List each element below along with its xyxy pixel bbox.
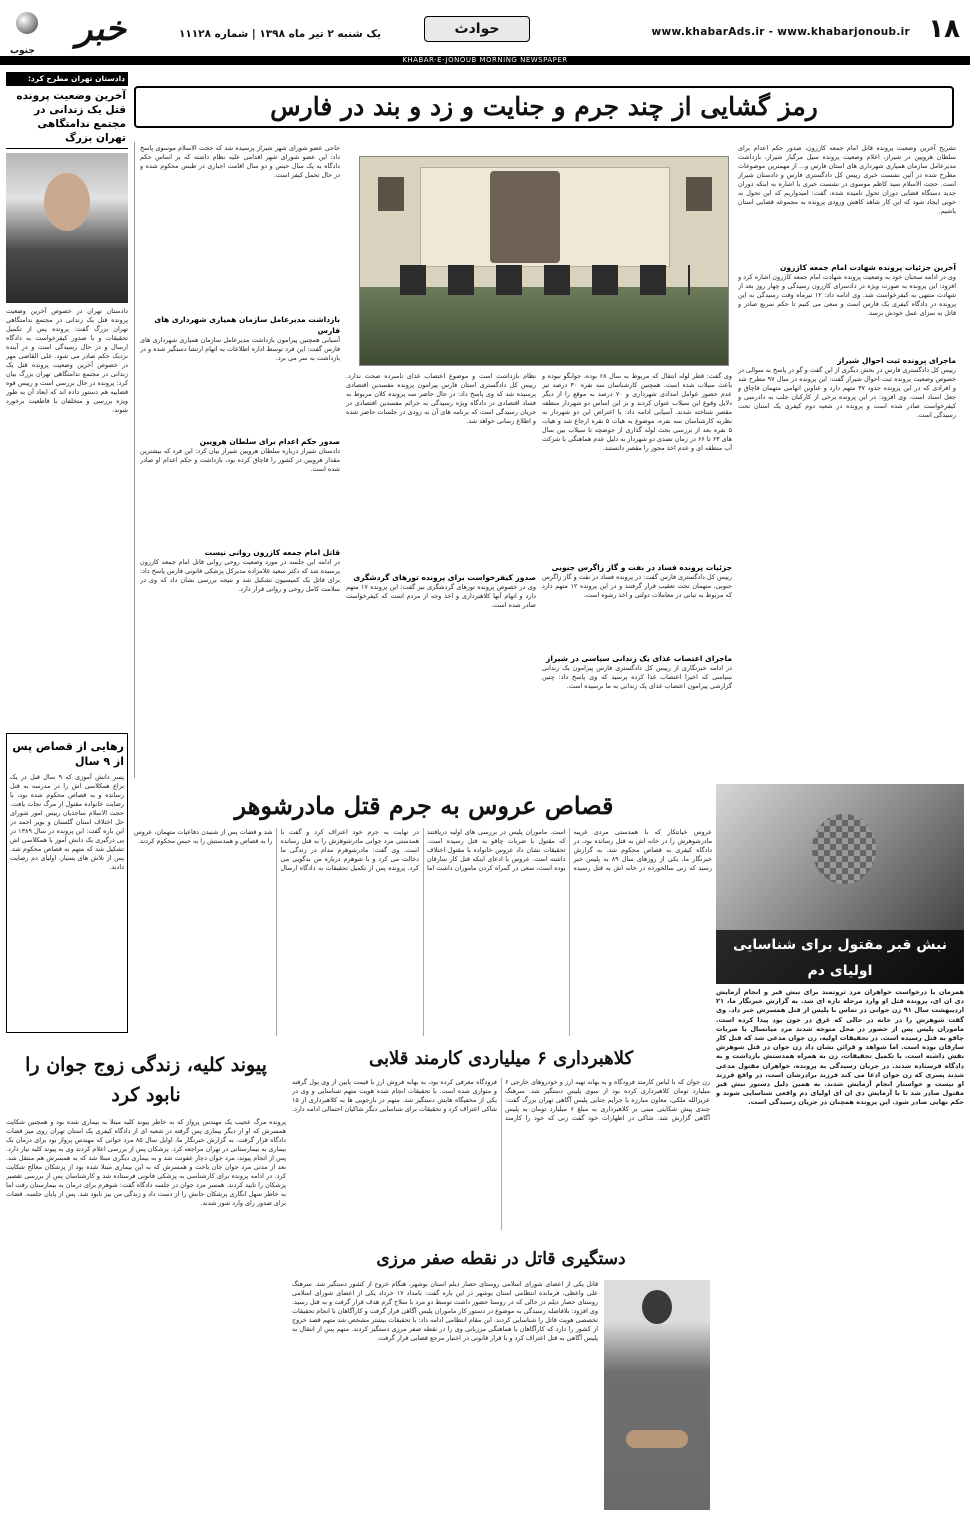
fraud-headline: کلاهبرداری ۶ میلیاردی کارمند قلابی	[368, 1048, 634, 1069]
arrested-arm-icon	[626, 1430, 688, 1448]
main-col4-text: حاجی عضو شورای شهر شیراز پرسیده شد که حجت الاسلام موسوی پاسخ داد: این عضو شورای شهر اقدامی علیه نظام داشته که بر اساس حکم دادگاه به یک سال حبس و دو سال اقامت اجباری در طبس محکوم شده و در حال تحمل کیفر است.	[140, 144, 340, 179]
main-col3-text2: وی در خصوص پرونده تورهای گردشگری نیز گفت: این پرونده ۱۷ متهم دارد و اتهام آنها کلاهبرداری و اخذ وجه از مردم است که کیفرخواست صادر شده است.	[346, 583, 536, 609]
logo-sub: جنوب	[10, 46, 35, 56]
portrait-head-icon	[44, 173, 90, 231]
second-headline: قصاص عروس به جرم قتل مادرشوهر	[234, 791, 614, 820]
left-portrait-icon	[378, 177, 404, 211]
veiled-woman-photo	[716, 784, 964, 984]
masthead	[0, 0, 970, 72]
logo-word: خبر	[75, 9, 126, 49]
left-column	[6, 72, 128, 1037]
main-headline: رمز گشایی از چند جرم و جنایت و زد و بند در فارس	[270, 92, 818, 121]
officials-row	[400, 265, 690, 295]
left-kicker: دادستان تهران مطرح کرد:	[6, 72, 128, 86]
main-story	[134, 72, 964, 780]
retribution-box	[6, 733, 128, 1033]
fraud-story	[292, 1044, 710, 1240]
logo-globe-icon	[16, 12, 38, 34]
main-col2-text2: رییس کل دادگستری فارس گفت: در پرونده فساد در نفت و گاز زاگرس جنوبی، متهمان تحت تعقیب قرار گرفتند و در این پرونده ۱۲ متهم دارد که مربوط به تبانی در معاملات دولتی و اخذ رشوه است.	[542, 573, 732, 599]
border-arrest-story	[292, 1244, 710, 1514]
left-headline: آخرین وضعیت پرونده قتل یک زندانی در مجتمع ندامتگاهی تهران بزرگ	[6, 86, 128, 149]
arrested-head-icon	[642, 1290, 672, 1324]
fraud-text: زن جوان که با لباس کارمند فرودگاه و به بهانه تهیه ارز و خودروهای خارجی ۶ میلیارد تومان کلاهبرداری کرده بود از سوی پلیس دستگیر شد. سرهنگ عزیزالله ملکی، معاون مبارزه با جرایم جنایی پلیس آگاهی تهران بزرگ گفت: چندی پیش شکایتی مبنی بر کلاهبرداری به مبلغ ۶ میلیارد تومان به پلیس آگاهی گزارش شد. شاکی در اظهارات خود گفت زنی که خود را کارمند فرودگاه معرفی کرده بود، به بهانه فروش ارز با قیمت پایین از وی پول گرفته و متواری شده است. با تحقیقات انجام شده هویت متهم شناسایی و وی در یکی از مخفیگاه هایش دستگیر شد. متهم در بازجویی ها به کلاهبرداری از ۱۵ شاکی اعتراف کرد و تحقیقات برای شناسایی دیگر شاکیان احتمالی ادامه دارد.	[292, 1078, 710, 1122]
main-col1-text3: رییس کل دادگستری فارس در بخش دیگری از این گفت و گو در پاسخ به سوالی در خصوص وضعیت پرونده ثبت احوال شیراز گفت: این پرونده در سال ۹۷ مطرح شد و افرادی که در این پرونده حدود ۳۷ متهم دارد و عناوین اتهامی متهمان قاچاق و جعل اسناد است. وی افزود: در این پرونده برخی از کارکنان جلب به دادرسی و کیفرخواست صادر شده است و پرونده در شعبه دوم کیفری یک استان تحت رسیدگی است.	[738, 366, 956, 419]
main-col4-text2: آسیابی همچنین پیرامون بازداشت مدیرعامل سازمان همیاری شهرداری های فارس گفت: این فرد توسط اداره اطلاعات به اتهام ارتشا دستگیر شده و در بازداشت به سر می برد.	[140, 336, 340, 362]
main-col-1	[738, 144, 956, 774]
main-col1-text: تشریح آخرین وضعیت پرونده قاتل امام جمعه کازرون، صدور حکم اعدام برای سلطان هرویین در شیراز، اعلام وضعیت پرونده سیل مرگبار شیراز، بازداشت مدیرعامل سازمان همیاری شهرداری های استان فارس و... از مهمترین موضوعات مطرح شده در آئین نشست خبری رییس کل دادگستری فارس و دادستان شیراز است. حجت الاسلام سید کاظم موسوی در نشست خبری با اشاره به اینکه دوران جدید دستگاه قضایی دوران تحول نامیده شده، گفت: امیدواریم که این تحول به خوبی ایجاد شود که این کار شاهد کاهش ورودی پرونده به مجموعه قضایی استان باشیم.	[738, 144, 956, 215]
press-conference-photo	[359, 156, 729, 366]
main-col2-text: وی گفت: قطر لوله انتقال که مربوط به سال ۶۸ بوده، جوابگو نبوده و باعث سیلاب شده است. همچنین کارشناسان سه نفره ۳۰ درصد تیر عدم حضور عوامل امدادی شهرداری و ۷۰ درصد به موقع را از دیگر دلایل وقوع این سیلاب عنوان کردند و بر این اساس دو شهردار منطقه مقصر شناخته شدند. آسیابی ادامه داد: با اعتراض این دو شهردار به نظریه کارشناسان سه نفره، موضوع به هیات ۵ نفره ارجاع شد و هیات ۵ نفره بعد از بررسی بحث لوله گذاری از حوضچه تا سیلاب بین سال های ۶۳ تا ۶۶ در زمان تصدی دو شهردار به دلیل عدم هماهنگی با شرکت آب منطقه ای و عدم اخذ مجوز را مقصر دانستند.	[542, 372, 732, 452]
main-col4-text3: دادستان شیراز درباره سلطان هرویین شیراز بیان کرد: این فرد که بیشترین مقدار هرویین در کشور را قاچاق کرده بود، بازداشت و حکم اعدام او صادر شده است.	[140, 447, 340, 473]
main-col4-sub2: صدور حکم اعدام برای سلطان هرویین	[199, 437, 340, 446]
second-story-text: عروس خیانتکار که با همدستی مردی غریبه مادرشوهرش را در خانه اش به قتل رسانده بود، در دادگاه کیفری به قصاص محکوم شد. به گزارش خبرنگار ما، یکی از روزهای سال ۸۹ به پلیس خبر رسید که زنی سالخورده در خانه اش به قتل رسیده است. ماموران پلیس در بررسی های اولیه دریافتند که مقتول با ضربات چاقو به قتل رسیده است. تحقیقات نشان داد عروس خانواده با مقتول اختلاف داشته است. عروس با ادعای اینکه قتل کار سارقان بوده است، سعی در گمراه کردن ماموران داشت اما در نهایت به جرم خود اعتراف کرد و گفت با همدستی مرد جوانی مادرشوهرش را به قتل رسانده است. وی گفت: مادرشوهرم مدام در زندگی ما دخالت می کرد و با شوهرم درباره من بدگویی می کرد. پرونده پس از تکمیل تحقیقات به دادگاه ارسال شد و قضات پس از شنیدن دفاعیات متهمان، عروس را به قصاص و همدستش را به حبس محکوم کردند.	[134, 828, 712, 872]
main-col3-text: نظام بازداشت است و موضوع اعتصاب غذای نامبرده صحت ندارد. رییس کل دادگستری استان فارس پیرامون پرونده مفسدین اقتصادی پرسیده شد که وی پاسخ داد: در حال حاضر سه پرونده کلان مربوط به فساد اقتصادی در دادگاه ویژه رسیدگی به جرائم مفسدین اقتصادی در جریان رسیدگی است که برنامه های آن به زودی در جلسات حاضر شده و اطلاع رسانی خواهد شد.	[346, 372, 536, 425]
photo-caption: نبش قبر مقتول برای شناسایی اولیای دم	[732, 937, 947, 979]
main-col4-text4: در ادامه این جلسه در مورد وضعیت روحی روانی قاتل امام جمعه کازرون پرسیده شد که دکتر سعید غلامزاده مدیرکل پزشکی قانونی فارس پاسخ داد: برای قاتل یک کمیسیون تشکیل شد و نتیجه بررسی نشان داد که وی در سلامت کامل روحی و روانی قرار دارد.	[140, 558, 340, 593]
left-article-text: دادستان تهران در خصوص آخرین وضعیت پرونده قتل یک زندانی در مجتمع ندامتگاهی تهران بزرگ گفت: پرونده پس از تکمیل تحقیقات و با صدور کیفرخواست به دادگاه ارسال و در حال رسیدگی است و در آینده نزدیک حکم صادر می شود. علی القاصی مهر در خصوص آخرین وضعیت پرونده قتل یک زندانی در مجتمع ندامتگاهی تهران بزرگ بیان کرد: پرونده در حال بررسی است و رییس قوه قضاییه هم دستور داده اند که ابعاد آن به طور ویژه بررسی و متخلفان با قاطعیت برخورد شوند.	[6, 307, 128, 414]
border-arrest-headline: دستگیری قاتل در نقطه صفر مرزی	[376, 1249, 626, 1269]
main-col-3	[346, 372, 536, 774]
arrested-man-photo	[604, 1280, 710, 1510]
blurred-face-icon	[812, 814, 876, 884]
kidney-story	[6, 1044, 286, 1514]
main-col2-text3: در ادامه خبرنگاری از رییس کل دادگستری فارس پیرامون یک زندانی سیاسی که اخیرا اعتصاب غذا کرده پرسید که وی پاسخ داد: چنین گزارشی پیرامون اعتصاب غذای یک زندانی به ما نرسیده است.	[542, 664, 732, 690]
websites: www.khabarAds.ir - www.khabarjonoub.ir	[651, 26, 910, 38]
main-col-4	[140, 144, 340, 774]
main-col1-sub1: آخرین جزئیات پرونده شهادت امام جمعه کازرون	[779, 263, 956, 272]
main-col4-sub3: قاتل امام جمعه کازرون روانی نیست	[204, 548, 340, 557]
main-col1-sub2: ماجرای پرونده ثبت احوال شیراز	[837, 356, 956, 365]
main-col-2	[542, 372, 732, 774]
main-col4-sub1: بازداشت مدیرعامل سازمان همیاری شهرداری های فارس	[154, 315, 340, 335]
border-arrest-text: قاتل یکی از اعضای شورای اسلامی روستای حصار دیلم استان بوشهر، هنگام خروج از کشور دستگیر شد. سرهنگ علی واعظی، فرمانده انتظامی استان بوشهر در این باره گفت: بامداد ۱۷ خرداد یکی از اعضای شورای اسلامی روستای حصار دیلم در حالی که در روستا حضور داشت توسط دو مرد با سلاح گرم هدف قرار گرفت و به قتل رسید. وی افزود: بلافاصله رسیدگی به موضوع در دستور کار ماموران پلیس آگاهی قرار گرفت و کارآگاهان با انجام تحقیقات تخصصی هویت قاتل را شناسایی کردند. این مقام انتظامی ادامه داد: با تحقیقات بیشتر مشخص شد متهم قصد خروج از کشور را دارد که کارآگاهان با هماهنگی مرزبانی وی را در نقطه صفر مرزی دستگیر کردند. متهم پس از انتقال به پلیس آگاهی به قتل اعتراف کرد و با قرار قانونی در اختیار مرجع قضایی قرار گرفت.	[292, 1280, 598, 1342]
exhumation-article-text: همزمان با درخواست خواهران مرد ثروتمند برای نبش قبر و انجام آزمایش دی ان ای، پرونده قتل او وارد مرحله تازه ای شد. به گزارش خبرنگار ما، ۲۱ اردیبهشت سال ۹۱ زن جوانی در تماس با پلیس از قتل همسرش خبر داد. وی گفت شوهرش را در خانه در حالی که غرق در خون بود پیدا کرده است. ماموران پلیس پس از حضور در محل متوجه شدند مرد میانسال با ضربات چاقو به قتل رسیده است. در تحقیقات اولیه، زن جوان مدعی شد که قتل کار سارقان بوده است. اما شواهد و قرائن نشان داد زن جوان در قتل شوهرش نقش داشته است. با تکمیل تحقیقات، زن به همراه همدستش بازداشت و به دادگاه فرستاده شدند. در جریان رسیدگی به پرونده، خواهران مقتول مدعی شدند پسری که زن جوان ادعا می کند فرزند برادرشان است، در واقع فرزند او نیست و خواستار انجام آزمایش شدند. به همین دلیل دستور نبش قبر مقتول صادر شد تا با آزمایش دی ان ای اولیای دم واقعی شناسایی شوند و حکم نهایی صادر شود. این پرونده همچنان در جریان رسیدگی است.	[716, 988, 964, 1107]
portrait-icon	[490, 171, 560, 263]
head-table	[360, 287, 729, 366]
main-col2-sub2: ماجرای اعتصاب غذای یک زندانی سیاسی در شیراز	[546, 654, 732, 663]
right-portrait-icon	[686, 177, 712, 211]
masthead-rule: KHABAR-E-JONOUB MORNING NEWSPAPER	[0, 56, 970, 65]
main-col2-sub1: جزئیات پرونده فساد در نفت و گاز زاگرس جنوبی	[551, 563, 732, 572]
kidney-headline: پیوند کلیه، زندگی زوج جوان را نابود کرد	[25, 1054, 267, 1106]
section-label: حوادث	[424, 16, 530, 42]
main-headline-bar	[134, 86, 954, 128]
page-number: ۱۸	[928, 14, 960, 44]
kidney-text: پرونده مرگ عجیب یک مهندس پرواز که به خاطر پیوند کلیه مبتلا به بیماری شده بود و همچنین شکایت همسرش که او از دیگر بیماری پس گرفته در شعبه ای از دادگاه کیفری یک استان تهران روی میز قضات دادگاه قرار گرفت. به گزارش خبرنگار ما، اوایل سال ۸۵ مرد جوانی که مهندس پرواز بود برای درمان یک بیماری به بیمارستانی در تهران مراجعه کرد. پزشکان پس از بررسی اعلام کردند وی به پیوند کلیه نیاز دارد. پس از انجام پیوند، مرد جوان دچار عفونت شد و به بیماری دیگری مبتلا شد که به همسرش هم منتقل شد. بعد از مدتی مرد جوان جان باخت و همسرش که به این بیماری مبتلا شده بود از پزشکان معالج شکایت کرد. در ادامه پرونده برای کارشناسی به پزشکی قانونی فرستاده شد و کارشناسان پس از بررسی تقصیر پزشکان را تایید کردند. همسر مرد جوان در جلسه دادگاه گفت: شوهرم برای درمان به بیمارستان رفت اما به خاطر سهل انگاری پزشکان جانش را از دست داد و زندگی من نیز نابود شد. پس از پایان جلسه، قضات برای صدور رای وارد شور شدند.	[6, 1118, 286, 1207]
retribution-box-title: رهایی از قصاص پس از ۹ سال	[12, 740, 124, 768]
main-col1-text2: وی در ادامه سخنان خود به وضعیت پرونده شهادت امام جمعه کازرون اشاره کرد و افزود: این پرونده به صورت ویژه در دادسرای کازرون رسیدگی و چهار روز بعد از شهادت منتهی به کیفرخواست شد. وی ادامه داد: ۱۲ تیرماه وقت رسیدگی به این پرونده در دادگاه کیفری یک فارس است و سعی می کنیم تا حکم سریع صادر و قاتل به سزای عمل خودش برسد.	[738, 273, 956, 317]
main-col3-sub1: صدور کیفرخواست برای پرونده تورهای گردشگری	[353, 573, 536, 582]
date-issue: یک شنبه ۲ تیر ماه ۱۳۹۸ | شماره ۱۱۱۲۸	[178, 28, 382, 40]
prosecutor-photo	[6, 153, 128, 303]
photo-caption-bar	[716, 930, 964, 984]
retribution-box-text: پسر دانش آموزی که ۹ سال قبل در یک نزاع همکلاسی اش را در مدرسه به قتل رسانده و به قصاص محکوم شده بود، با رضایت خانواده مقتول از مرگ نجات یافت. حجت الاسلام ساجدیان رییس امور شورای حل اختلاف استان گلستان و بویر احمد در این باره گفت: این پرونده در سال ۱۳۸۹ در پی درگیری یک دانش آموز با همکلاسی اش تشکیل شد که متهم به قصاص محکوم شد. پس از تلاش های بسیار، اولیای دم رضایت دادند.	[10, 773, 124, 871]
